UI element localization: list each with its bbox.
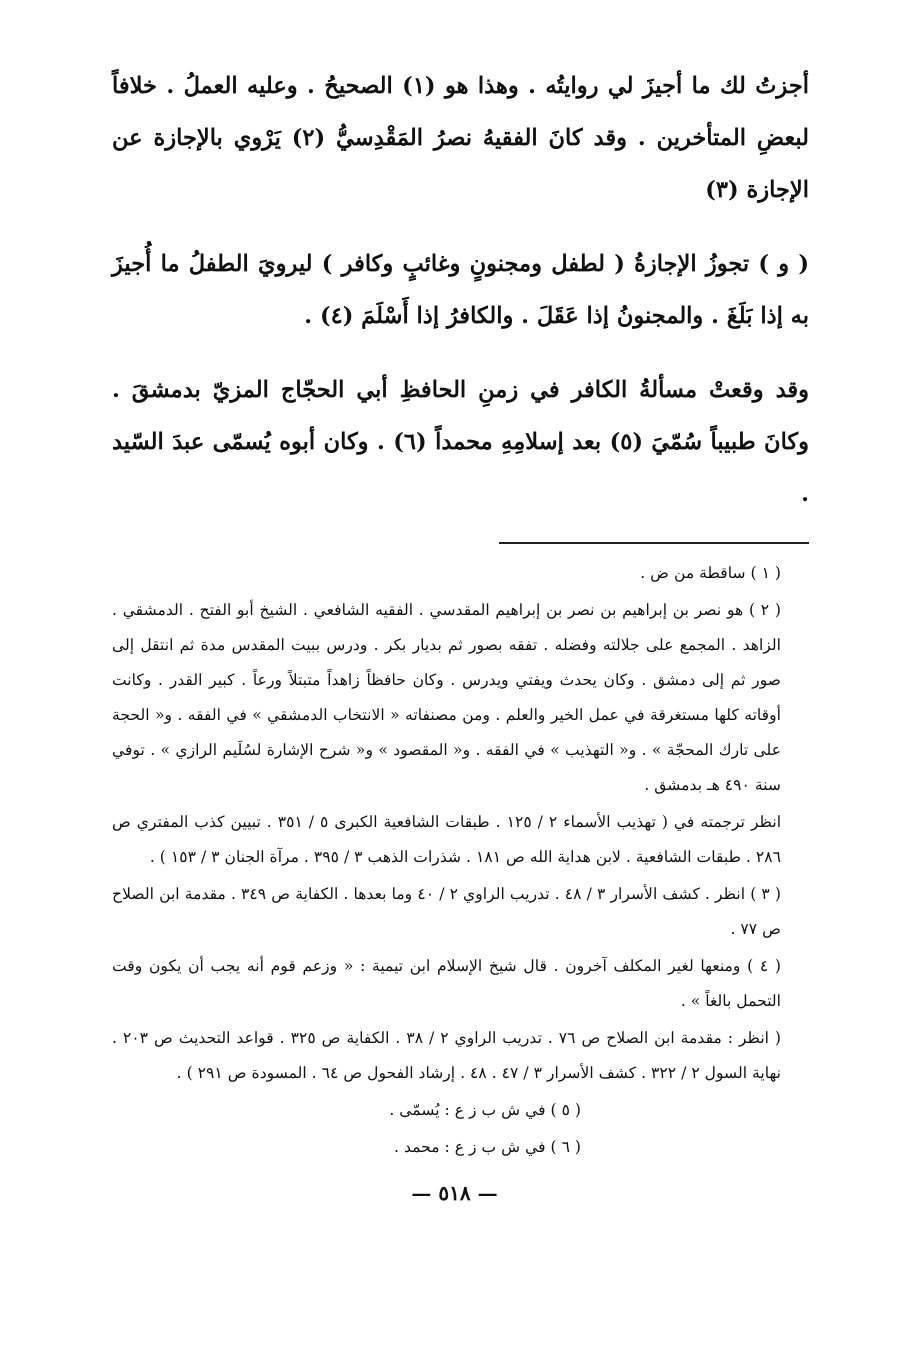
footnote-5: ( ٥ ) في ش ب ز ع : يُسمّى . bbox=[389, 1101, 581, 1119]
paragraph-3: وقد وقعتْ مسألةُ الكافر في زمنِ الحافظِ أبي الحجّاج المزيّ بدمشقَ . وكانَ طبيباً سُمّيَ (٥) بعد إسلامِهِ محمداً (٦) . وكان أبوه يُسمّى عبدَ السّيد . bbox=[112, 377, 810, 507]
footnote-3: ( ٣ ) انظر . كشف الأسرار ٣ / ٤٨ . تدريب الراوي ٢ / ٤٠ وما بعدها . الكفاية ص ٣٤٩ . مقدمة ابن الصلاح ص ٧٧ . bbox=[112, 885, 781, 938]
footnote-2: ( ٢ ) هو نصر بن إبراهيم بن نصر بن إبراهيم المقدسي . الفقيه الشافعي . الشيخ أبو الفتح . الدمشقي . الزاهد . المجمع على جلالته وفضله . تفقه بصور ثم بديار بكر . ودرس ببيت المقدس مدة ثم انتقل إلى صور ثم إلى دمشق . وكان يحدث ويفتي ويدرس . وكان حافظاً زاهداً متبتلاً ورعاً . كبير القدر . وكانت أوقاته كلها مستغرقة في عمل الخير والعلم . ومن مصنفاته « الانتخاب الدمشقي » في الفقه . و« الحجة على تارك المحجّة » . و« التهذيب » في الفقه . و« المقصود » و« شرح الإشارة لسُلَيم الرازي » . توفي سنة ٤٩٠ هـ بدمشق . bbox=[112, 601, 781, 794]
page-number: — ٥١٨ — bbox=[411, 1181, 498, 1205]
paragraph-1: أجزتُ لك ما أجيزَ لي روايتُه . وهذا هو (١) الصحيحُ . وعليه العملُ . خلافاً لبعضِ المتأخرين . وقد كانَ الفقيهُ نصرُ المَقْدِسيُّ (٢) يَرْوي بالإجازة عن الإجازة (٣) bbox=[112, 73, 809, 203]
footnote-divider bbox=[499, 542, 809, 544]
paragraph-2: ( و ) تجوزُ الإجازةُ ( لطفل ومجنونٍ وغائبٍ وكافر ) ليرويَ الطفلُ ما أُجيزَ به إذا بَلَغَ . والمجنونُ إذا عَقَلَ . والكافرُ إذا أَسْلَمَ (٤) . bbox=[112, 251, 809, 329]
footnote-4: ( ٤ ) ومنعها لغير المكلف آخرون . قال شيخ الإسلام ابن تيمية : « وزعم قوم أنه يجب أن يكون وقت التحمل بالغاً » . bbox=[112, 957, 781, 1010]
footnote-6: ( ٦ ) في ش ب ز ع : محمد . bbox=[394, 1138, 581, 1156]
footnote-4-references: ( انظر : مقدمة ابن الصلاح ص ٧٦ . تدريب الراوي ٢ / ٣٨ . الكفاية ص ٣٢٥ . قواعد التحديث ص ٢٠٣ . نهاية السول ٢ / ٣٢٢ . كشف الأسرار ٣ / ٤٧ . ٤٨ . إرشاد الفحول ص ٦٤ . المسودة ص ٢٩١ ) . bbox=[112, 1029, 782, 1082]
footnotes bbox=[112, 556, 809, 1165]
footnote-2-references: انظر ترجمته في ( تهذيب الأسماء ٢ / ١٢٥ . طبقات الشافعية الكبرى ٥ / ٣٥١ . تبيين كذب المفتري ص ٢٨٦ . طبقات الشافعية . لابن هداية الله ص ١٨١ . شذرات الذهب ٣ / ٣٩٥ . مرآة الجنان ٣ / ١٥٣ ) . bbox=[112, 813, 782, 866]
main-text bbox=[112, 60, 809, 520]
footnote-1: ( ١ ) ساقطة من ض . bbox=[640, 564, 781, 582]
